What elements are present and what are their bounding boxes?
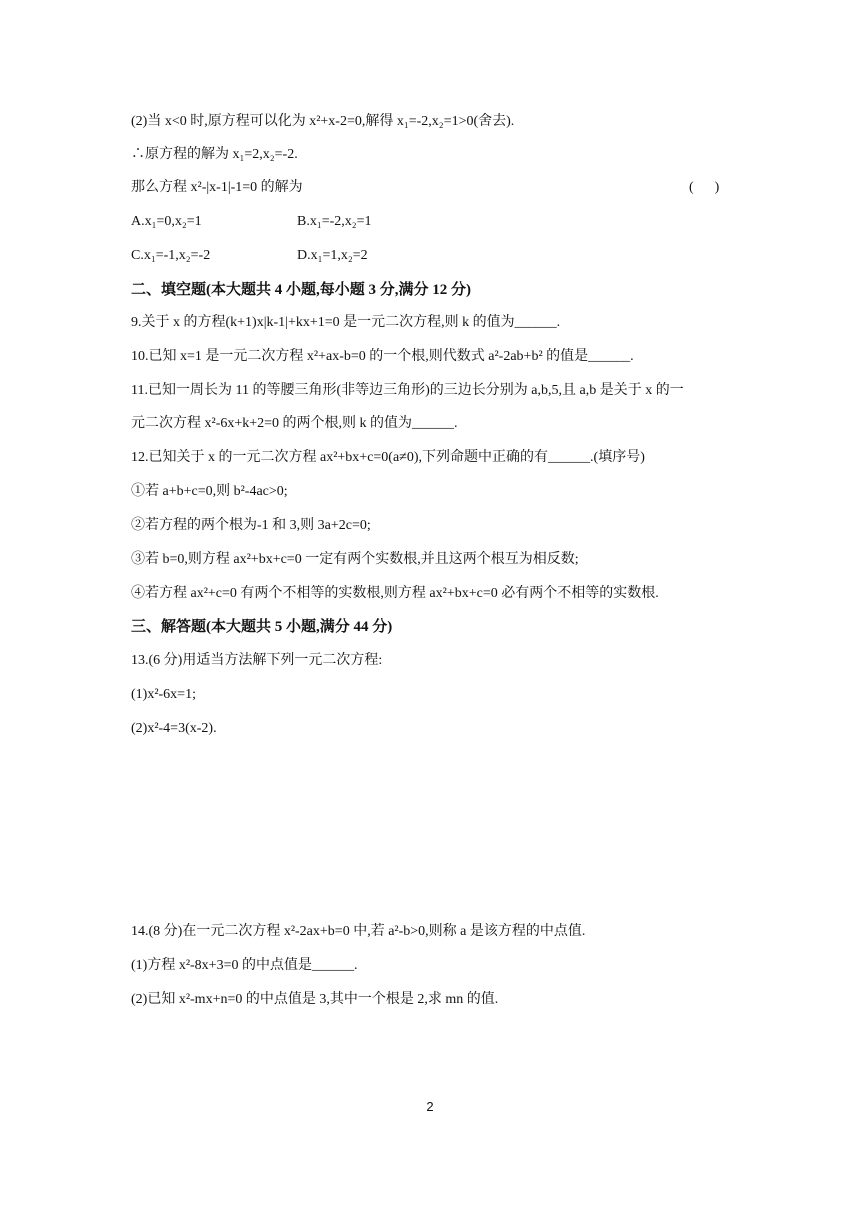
question-12-item-4: ④若方程 ax²+c=0 有两个不相等的实数根,则方程 ax²+bx+c=0 必有两个不相等的实数根.: [131, 586, 659, 601]
section-3-heading: 三、解答题(本大题共 5 小题,满分 44 分): [131, 619, 393, 635]
question-13: 13.(6 分)用适当方法解下列一元二次方程:: [131, 653, 383, 668]
question-13-part-2: (2)x²-4=3(x-2).: [131, 721, 217, 736]
option-c: C.x₁=-1,x₂=-2: [131, 248, 211, 263]
question-14-part-2: (2)已知 x²-mx+n=0 的中点值是 3,其中一个根是 2,求 mn 的值.: [131, 992, 499, 1007]
question-13-part-1: (1)x²-6x=1;: [131, 687, 196, 702]
question-12-item-3: ③若 b=0,则方程 ax²+bx+c=0 一定有两个实数根,并且这两个根互为相反数;: [131, 552, 579, 567]
option-a: A.x₁=0,x₂=1: [131, 214, 202, 229]
question-8-stem: 那么方程 x²-|x-1|-1=0 的解为: [131, 180, 303, 195]
question-12: 12.已知关于 x 的一元二次方程 ax²+bx+c=0(a≠0),下列命题中正确的有______.(填序号): [131, 450, 645, 465]
answer-bracket: ( ): [689, 180, 720, 195]
text-line-solution: ∴原方程的解为 x₁=2,x₂=-2.: [131, 147, 298, 162]
question-10: 10.已知 x=1 是一元二次方程 x²+ax-b=0 的一个根,则代数式 a²-2ab+b² 的值是______.: [131, 349, 634, 364]
question-12-item-2: ②若方程的两个根为-1 和 3,则 3a+2c=0;: [131, 518, 371, 533]
question-11-line1: 11.已知一周长为 11 的等腰三角形(非等边三角形)的三边长分别为 a,b,5,且 a,b 是关于 x 的一: [131, 383, 684, 398]
question-9: 9.关于 x 的方程(k+1)x|k-1|+kx+1=0 是一元二次方程,则 k 的值为______.: [131, 315, 561, 330]
section-2-heading: 二、填空题(本大题共 4 小题,每小题 3 分,满分 12 分): [131, 282, 471, 298]
option-d: D.x₁=1,x₂=2: [297, 248, 368, 263]
question-11-line2: 元二次方程 x²-6x+k+2=0 的两个根,则 k 的值为______.: [131, 416, 458, 431]
question-14: 14.(8 分)在一元二次方程 x²-2ax+b=0 中,若 a²-b>0,则称 a 是该方程的中点值.: [131, 924, 586, 939]
option-b: B.x₁=-2,x₂=1: [297, 214, 372, 229]
text-line-case2: (2)当 x<0 时,原方程可以化为 x²+x-2=0,解得 x₁=-2,x₂=1>0(舍去).: [131, 114, 515, 129]
question-12-item-1: ①若 a+b+c=0,则 b²-4ac>0;: [131, 484, 288, 499]
question-14-part-1: (1)方程 x²-8x+3=0 的中点值是______.: [131, 958, 358, 973]
page-number: 2: [426, 1099, 434, 1114]
